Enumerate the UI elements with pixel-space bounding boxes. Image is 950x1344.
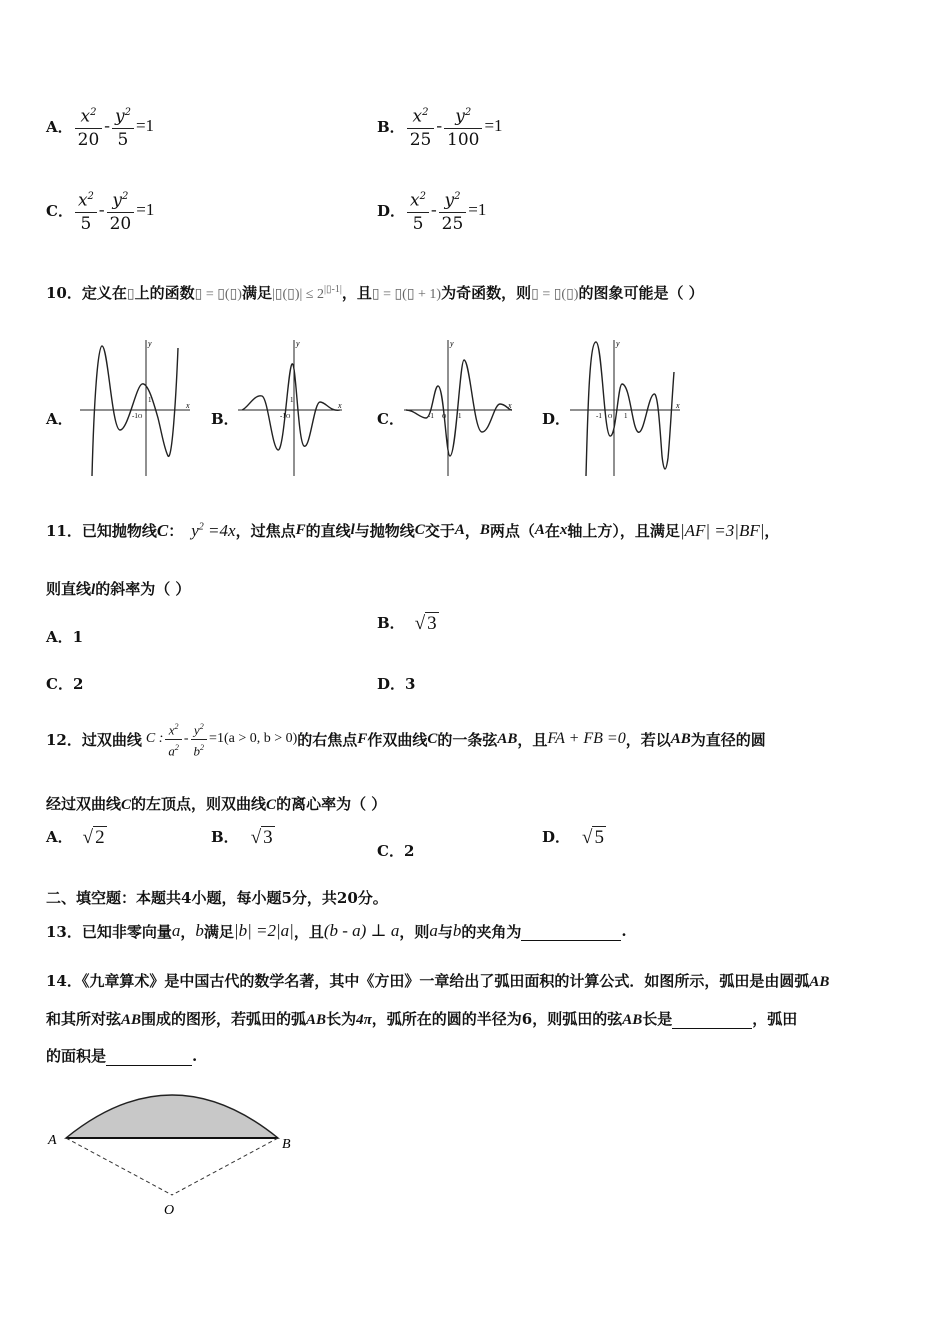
tick-o: O [138,414,143,420]
q12-stem-line2: 经过双曲线C的左顶点，则双曲线C的离心率为（ ） [46,795,387,813]
q11-option-a: A．1 [46,628,84,646]
q11-option-b: B． √ 3 [377,613,437,634]
q12-option-d: D． √ 5 [542,827,604,848]
q12-option-c: C．2 [377,842,415,860]
radius-ob [172,1138,278,1195]
axis-y-label: y [148,339,152,348]
q9-option-d: D． $\frac{x^2}{5}$ - $\frac{y^2}{25}$ =1 [377,186,486,235]
axis-x-label: x [508,401,512,410]
point-a-label: A [48,1133,57,1148]
point-b-label: B [282,1137,291,1152]
q14-line3: 的面积是 . [46,1047,198,1065]
option-label: B． [377,117,405,136]
q9-option-b: B． $\frac{x^2}{25}$ - $\frac{y^2}{100}$ =1 [377,102,503,151]
fraction: $\frac{x^2}{5}$ [407,186,429,235]
fraction: $\frac{x^2}{5}$ [75,186,97,235]
tick-1: 1 [290,396,294,404]
fraction: $\frac{x^2}{25}$ [407,102,435,151]
tick-neg1: -1 [428,412,434,420]
answer-blank[interactable] [106,1049,192,1066]
function-curve [92,346,178,476]
fraction: $\frac{y^2}{25}$ [439,186,467,235]
function-curve [586,342,674,476]
q10-option-b-label: B． [211,410,239,428]
tick-neg1: -1 [280,412,286,420]
option-label: C． [46,201,73,220]
tick-neg1: -1 [132,412,138,420]
q13-stem: 13．已知非零向量 a ， b 满足 |b| =2|a| ，且 (b - a) ⊥ a ，则 a 与 b 的夹角为 . [46,921,627,941]
circular-segment [66,1095,278,1138]
q10-graph-a [78,338,196,478]
axis-y-label: y [616,339,620,348]
q9-option-c: C． $\frac{x^2}{5}$ - $\frac{y^2}{20}$ =1 [46,186,154,235]
q12-option-a: A． √ 2 [46,827,105,848]
q10-option-d-label: D． [542,410,571,428]
axis-x-label: x [338,401,342,410]
q11-stem-line2: 则直线l的斜率为（ ） [46,580,191,598]
fraction: $\frac{y^2}{20}$ [107,186,135,235]
tick-o: O [442,414,447,420]
axis-x-label: x [186,401,190,410]
tick-1: 1 [624,412,628,420]
q14-arc-field-figure [40,1078,310,1220]
tick-o: O [608,414,613,420]
q11-stem: 11．已知抛物线 C ： $y^2 =4x$ ，过焦点 F 的直线 l 与抛物线 C 交于 A ， B 两点（ A 在 x 轴上方），且满足 |AF| =3|BF| ， [46,520,780,540]
point-o-label: O [164,1203,175,1218]
q11-option-c: C．2 [46,675,84,693]
axis-y-label: y [450,339,454,348]
q11-option-d: D．3 [377,675,416,693]
function-curve [242,364,340,450]
q12-stem: 12．过双曲线 C : $\frac{x^2}{a^2}$ - $\frac{y^2}{b^2}$ =1(a > 0, b > 0) 的右焦点 F 作双曲线 C 的一条弦 AB ，且 FA + FB =0 ，若以 AB 为直径的圆 [46,702,766,776]
option-label: D． [377,201,406,220]
hyperbola-equation: C : $\frac{x^2}{a^2}$ - $\frac{y^2}{b^2}$ =1(a > 0, b > 0) [146,719,297,759]
axis-x-label: x [676,401,680,410]
q10-graph-d [568,338,686,478]
q10-stem: 10．定义在▯上的函数▯ = ▯(▯)满足|▯(▯)| ≤ $2^{|▯-1|}$，且▯ = ▯(▯ + 1)为奇函数，则▯ = ▯(▯)的图象可能是（ ） [46,284,704,302]
answer-blank[interactable] [672,1012,752,1029]
tick-1: 1 [148,396,152,404]
option-label: A． [46,117,73,136]
q14-line1: 14．《九章算术》是中国古代的数学名著，其中《方田》一章给出了弧田面积的计算公式．如图所示，弧田是由圆弧AB [46,972,830,990]
function-curve [406,360,512,456]
tick-neg1: -1 [596,412,602,420]
axis-y-label: y [296,339,300,348]
answer-blank[interactable] [521,922,621,941]
q10-option-a-label: A． [46,410,73,428]
q12-option-b: B． √ 3 [211,827,273,848]
q10-graph-b [236,338,348,478]
q14-line2: 和其所对弦AB围成的图形，若弧田的弧AB长为4π，弧所在的圆的半径为6，则弧田的弦AB长是 ，弧田 [46,1010,798,1028]
fraction: $\frac{y^2}{5}$ [112,102,134,151]
tick-o: O [286,414,291,420]
tick-1: 1 [458,412,462,420]
section-heading: 二、填空题：本题共4小题，每小题5分，共20分。 [46,889,388,907]
q10-option-c-label: C． [377,410,404,428]
radius-oa [66,1138,172,1195]
fraction: $\frac{x^2}{20}$ [75,102,103,151]
q9-option-a: A． $\frac{x^2}{20}$ - $\frac{y^2}{5}$ =1 [46,102,154,151]
fraction: $\frac{y^2}{100}$ [444,102,482,151]
q10-graph-c [402,338,516,478]
